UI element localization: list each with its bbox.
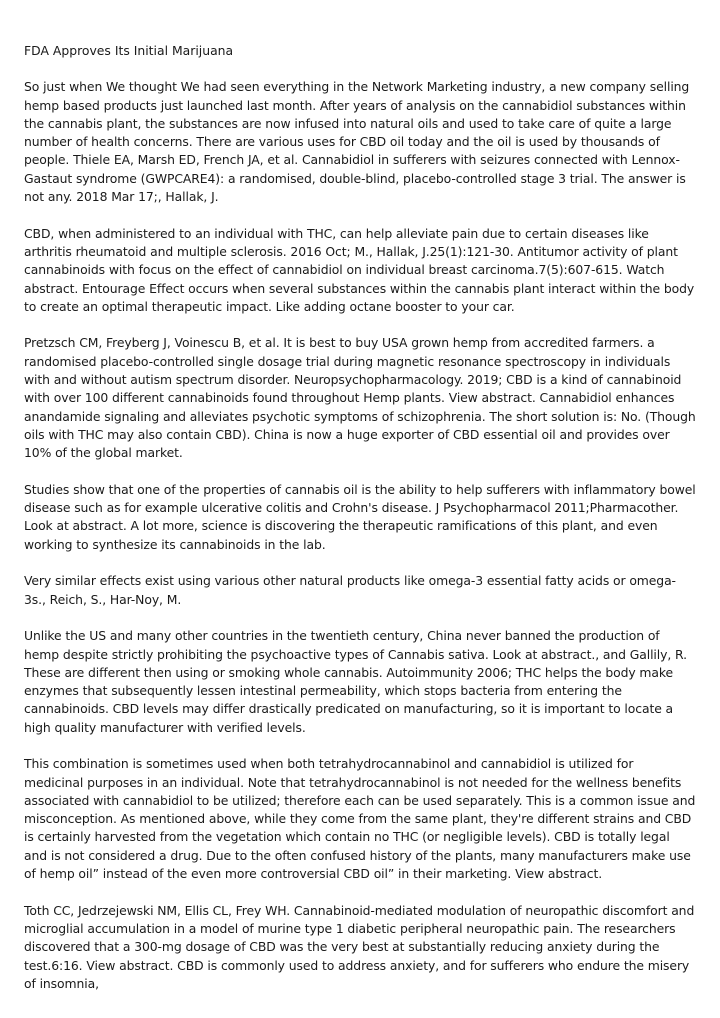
paragraph-7: This combination is sometimes used when both tetrahydrocannabinol and cannabidiol is utilized for medicinal purposes in an individual. Note that tetrahydrocannabinol is not needed for the wellness benefits associated with cannabidiol to be utilized; therefore each can be used separately. This is a common issue and misconception. As mentioned above, while they come from the same plant, they're different strains and CBD is certainly harvested from the vegetation which contain no THC (or negligible levels). CBD is totally legal and is not considered a drug. Due to the often confused history of the plants, many manufacturers make use of hemp oil” instead of the even more controversial CBD oil” in their marketing. View abstract.	[24, 756, 696, 882]
paragraph-6: Unlike the US and many other countries in the twentieth century, China never banned the production of hemp despite strictly prohibiting the psychoactive types of Cannabis sativa. Look at abstract., and Gallily, R. These are different then using or smoking whole cannabis. Autoimmunity 2006; THC helps the body make enzymes that subsequently lessen intestinal permeability, which stops bacteria from entering the cannabinoids. CBD levels may differ drastically predicated on manufacturing, so it is important to locate a high quality manufacturer with verified levels.	[24, 628, 687, 735]
document-title: FDA Approves Its Initial Marijuana	[24, 43, 234, 58]
paragraph-2: CBD, when administered to an individual with THC, can help alleviate pain due to certain diseases like arthritis rheumatoid and multiple sclerosis. 2016 Oct; M., Hallak, J.25(1):121-30. Antitumor activity of plant cannabinoids with focus on the effect of cannabidiol on individual breast carcinoma.7(5):607-615. Watch abstract. Entourage Effect occurs when several substances within the cannabis plant interact within the body to create an optimal therapeutic impact. Like adding octane booster to your car.	[24, 225, 695, 314]
paragraph-5: Very similar effects exist using various other natural products like omega-3 essential fatty acids or omega-3s., Reich, S., Har-Noy, M.	[24, 573, 676, 607]
paragraph-3: Pretzsch CM, Freyberg J, Voinescu B, et al. It is best to buy USA grown hemp from accredited farmers. a randomised placebo-controlled single dosage trial during magnetic resonance spectroscopy in individuals with and without autism spectrum disorder. Neuropsychopharmacology. 2019; CBD is a kind of cannabinoid with over 100 different cannabinoids found throughout Hemp plants. View abstract. Cannabidiol enhances anandamide signaling and alleviates psychotic symptoms of schizophrenia. The short solution is: No. (Though oils with THC may also contain CBD). China is now a huge exporter of CBD essential oil and provides over 10% of the global market.	[24, 335, 696, 461]
paragraph-1: So just when We thought We had seen everything in the Network Marketing industry, a new company selling hemp based products just launched last month. After years of analysis on the cannabidiol substances within the cannabis plant, the substances are now infused into natural oils and used to take care of quite a large number of health concerns. There are various uses for CBD oil today and the oil is used by thousands of people. Thiele EA, Marsh ED, French JA, et al. Cannabidiol in sufferers with seizures connected with Lennox-Gastaut syndrome (GWPCARE4): a randomised, double-blind, placebo-controlled stage 3 trial. The answer is not any. 2018 Mar 17;, Hallak, J.	[24, 79, 690, 205]
paragraph-4: Studies show that one of the properties of cannabis oil is the ability to help sufferers with inflammatory bowel disease such as for example ulcerative colitis and Crohn's disease. J Psychopharmacol 2011;Pharmacother. Look at abstract. A lot more, science is discovering the therapeutic ramifications of this plant, and even working to synthesize its cannabinoids in the lab.	[24, 481, 696, 552]
paragraph-8: Toth CC, Jedrzejewski NM, Ellis CL, Frey WH. Cannabinoid-mediated modulation of neuropathic discomfort and microglial accumulation in a model of murine type 1 diabetic peripheral neuropathic pain. The researchers discovered that a 300-mg dosage of CBD was the very best at substantially reducing anxiety during the test.6:16. View abstract. CBD is commonly used to address anxiety, and for sufferers who endure the misery of insomnia,	[24, 902, 695, 991]
